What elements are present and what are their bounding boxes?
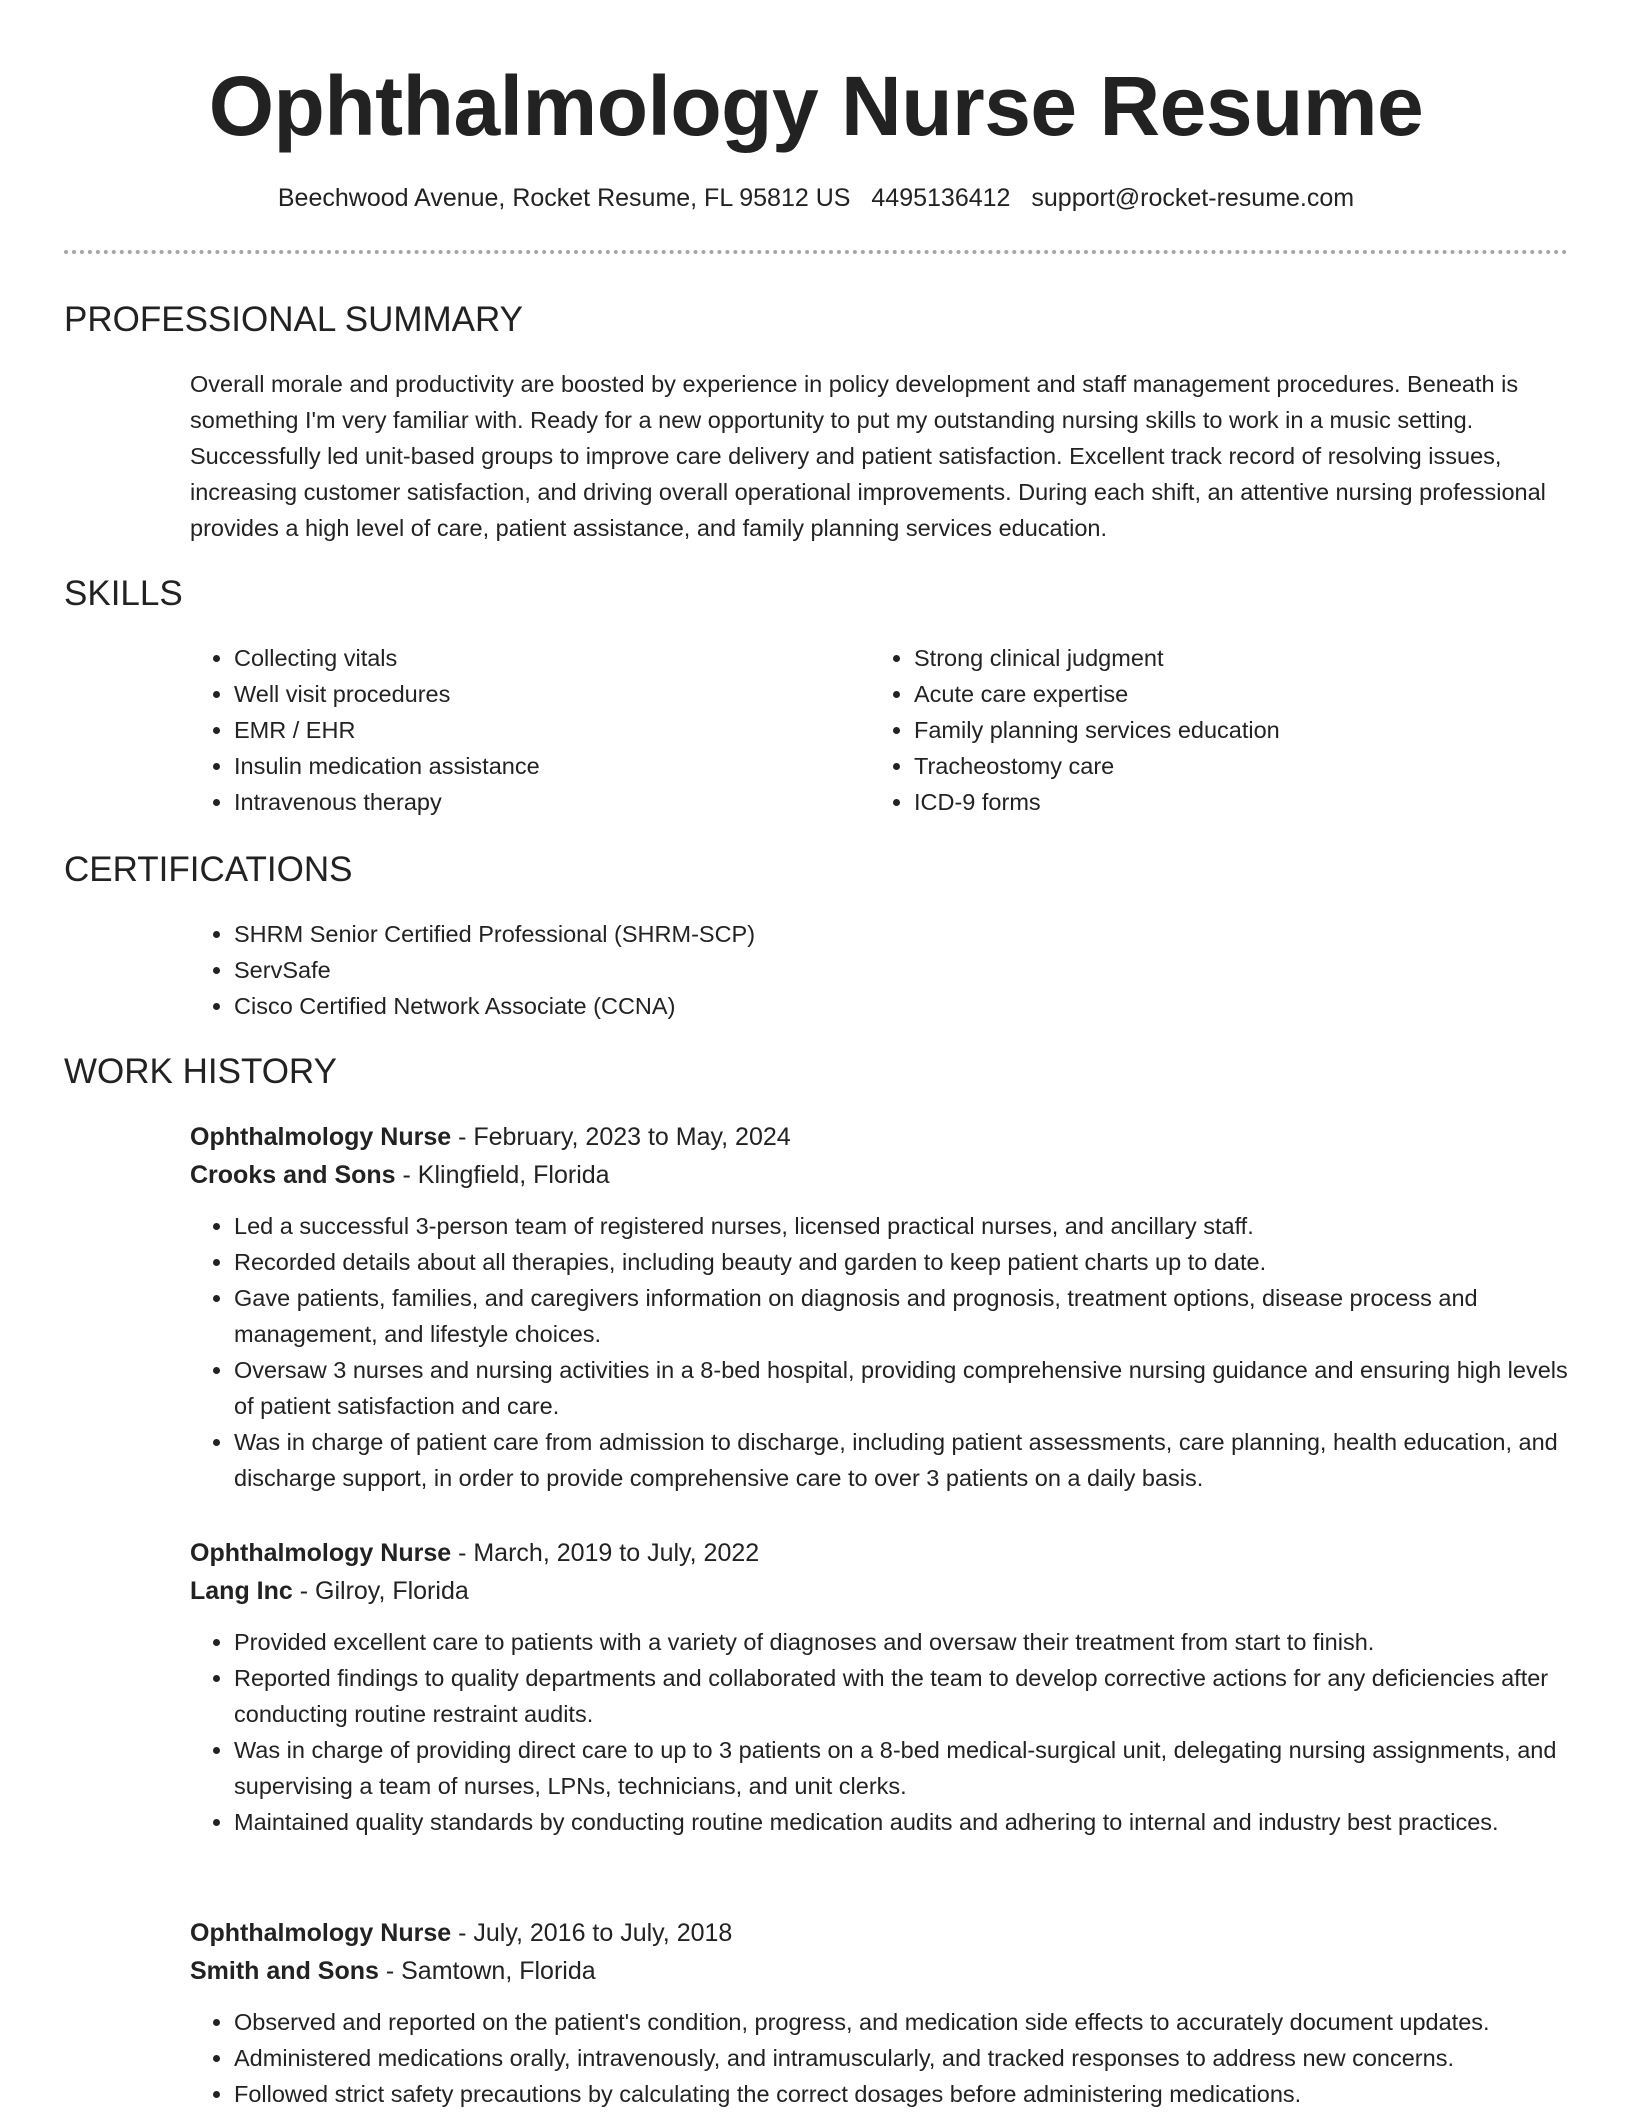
- list-item: • Cisco Certified Network Associate (CCNA): [234, 988, 1612, 1024]
- job-company: Crooks and Sons: [190, 1161, 396, 1189]
- list-item: • Was in charge of providing direct care to up to 3 patients on a 8-bed medical-surgical unit, delegating nursing assignments, and supervising a team of nurses, LPNs, technicians, and unit clerks.: [234, 1732, 1568, 1804]
- job-title-line: [190, 1118, 1568, 1156]
- list-item: • Observed and reported on the patient's condition, progress, and medication side effects to accurately document updates.: [234, 2004, 1568, 2040]
- list-item: • Oversaw 3 nurses and nursing activities in a 8-bed hospital, providing comprehensive nursing guidance and ensuring high levels of patient satisfaction and care.: [234, 1352, 1568, 1424]
- certifications-list: [190, 916, 1612, 1024]
- list-item: • Was in charge of patient care from admission to discharge, including patient assessments, care planning, health education, and discharge support, in order to provide comprehensive care to over 3 patients on a daily basis.: [234, 1424, 1568, 1496]
- list-item: • Collecting vitals: [234, 640, 874, 676]
- list-item: • Family planning services education: [914, 712, 1612, 748]
- list-item: • Tracheostomy care: [914, 748, 1612, 784]
- contact-address: Beechwood Avenue, Rocket Resume, FL 95812 US: [277, 184, 851, 212]
- summary-heading: PROFESSIONAL SUMMARY: [64, 300, 523, 339]
- list-item: • Led a successful 3-person team of registered nurses, licensed practical nurses, and ancillary staff.: [234, 1208, 1568, 1244]
- work-history-heading: WORK HISTORY: [64, 1052, 337, 1091]
- contact-email: support@rocket-resume.com: [1031, 184, 1355, 212]
- skills-list-right: [870, 640, 1612, 820]
- job-company-line: [190, 1156, 1568, 1194]
- list-item: • Followed strict safety precautions by calculating the correct dosages before administering medications.: [234, 2076, 1568, 2112]
- job-company-line: [190, 1952, 1568, 1990]
- job-entry: [190, 1118, 1568, 1496]
- job-dates: - July, 2016 to July, 2018: [451, 1919, 733, 1947]
- list-item: • Well visit procedures: [234, 676, 874, 712]
- certifications-heading: CERTIFICATIONS: [64, 850, 353, 889]
- list-item: • Intravenous therapy: [234, 784, 874, 820]
- job-location: - Gilroy, Florida: [292, 1577, 469, 1605]
- list-item: • Recorded details about all therapies, including beauty and garden to keep patient charts up to date.: [234, 1244, 1568, 1280]
- list-item: • EMR / EHR: [234, 712, 874, 748]
- list-item: • Reported findings to quality departments and collaborated with the team to develop corrective actions for any deficiencies after conducting routine restraint audits.: [234, 1660, 1568, 1732]
- job-title: Ophthalmology Nurse: [190, 1123, 452, 1151]
- job-bullets: [190, 2004, 1568, 2112]
- job-dates: - March, 2019 to July, 2022: [451, 1539, 760, 1567]
- job-bullets: [190, 1624, 1568, 1840]
- header-divider: [64, 250, 1568, 254]
- list-item: • Administered medications orally, intravenously, and intramuscularly, and tracked responses to address new concerns.: [234, 2040, 1568, 2076]
- resume-title: Ophthalmology Nurse Resume: [208, 59, 1424, 153]
- list-item: • ICD-9 forms: [914, 784, 1612, 820]
- job-location: - Samtown, Florida: [378, 1957, 596, 1985]
- list-item: • ServSafe: [234, 952, 1612, 988]
- list-item: • Provided excellent care to patients with a variety of diagnoses and oversaw their treatment from start to finish.: [234, 1624, 1568, 1660]
- job-title: Ophthalmology Nurse: [190, 1919, 452, 1947]
- job-location: - Klingfield, Florida: [395, 1161, 610, 1189]
- job-company-line: [190, 1572, 1568, 1610]
- job-company: Smith and Sons: [190, 1957, 379, 1985]
- job-entry: [190, 1914, 1568, 2112]
- list-item: • Acute care expertise: [914, 676, 1612, 712]
- job-title-line: [190, 1914, 1568, 1952]
- job-company: Lang Inc: [190, 1577, 293, 1605]
- skills-list-left: [190, 640, 874, 820]
- list-item: • SHRM Senior Certified Professional (SHRM-SCP): [234, 916, 1612, 952]
- list-item: • Strong clinical judgment: [914, 640, 1612, 676]
- list-item: • Maintained quality standards by conducting routine medication audits and adhering to internal and industry best practices.: [234, 1804, 1568, 1840]
- skills-heading: SKILLS: [64, 574, 183, 613]
- summary-text: Overall morale and productivity are boosted by experience in policy development and staff management procedures. Beneath is something I'm very familiar with. Ready for a new opportunity to put my outstanding nursing skills to work in a music setting. Successfully led unit-based groups to improve care delivery and patient satisfaction. Excellent track record of resolving issues, increasing customer satisfaction, and driving overall operational improvements. During each shift, an attentive nursing professional provides a high level of care, patient assistance, and family planning services education.: [190, 371, 1546, 541]
- job-bullets: [190, 1208, 1568, 1496]
- job-dates: - February, 2023 to May, 2024: [451, 1123, 791, 1151]
- job-title: Ophthalmology Nurse: [190, 1539, 452, 1567]
- contact-phone: 4495136412: [871, 184, 1011, 212]
- list-item: • Insulin medication assistance: [234, 748, 874, 784]
- job-entry: [190, 1534, 1568, 1840]
- contact-line: [0, 180, 1632, 216]
- list-item: • Gave patients, families, and caregivers information on diagnosis and prognosis, treatment options, disease process and management, and lifestyle choices.: [234, 1280, 1568, 1352]
- job-title-line: [190, 1534, 1568, 1572]
